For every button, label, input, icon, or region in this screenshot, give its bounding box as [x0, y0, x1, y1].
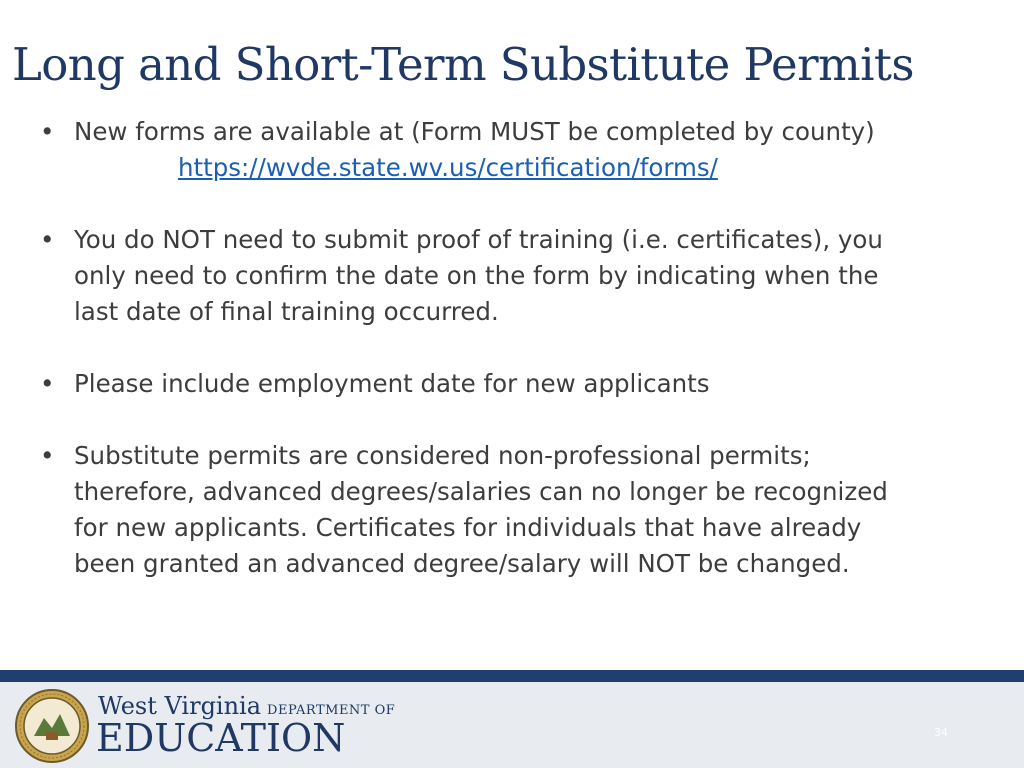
state-seal-icon: [12, 688, 92, 764]
bullet-text: only need to confirm the date on the form by indicating when the: [74, 261, 879, 290]
footer: [0, 682, 1024, 768]
bullet-item-permits: [40, 438, 1000, 582]
bullet-text: New forms are available at (Form MUST be completed by county): [74, 117, 875, 146]
bullet-icon: •: [40, 369, 55, 398]
bullet-item-employment: [40, 366, 1000, 402]
bullet-text: Substitute permits are considered non-professional permits;: [74, 441, 811, 470]
bullet-list: [40, 114, 1000, 582]
bullet-item-training: [40, 222, 1000, 330]
bullet-icon: •: [40, 441, 55, 470]
bullet-text: therefore, advanced degrees/salaries can no longer be recognized: [74, 477, 888, 506]
page-title: Long and Short-Term Substitute Permits: [12, 38, 914, 91]
org-name-line2: EDUCATION: [96, 716, 346, 760]
bullet-text: for new applicants. Certificates for individuals that have already: [74, 513, 862, 542]
org-name-line1: West Virginia DEPARTMENT OF: [98, 692, 396, 720]
bullet-item-forms: [40, 114, 1000, 186]
bullet-text: last date of final training occurred.: [74, 297, 499, 326]
forms-link[interactable]: https://wvde.state.wv.us/certification/forms/: [178, 153, 718, 182]
bullet-text: Please include employment date for new applicants: [74, 369, 710, 398]
footer-divider: [0, 670, 1024, 682]
bullet-icon: •: [40, 225, 55, 254]
page-number: 34: [934, 726, 948, 739]
bullet-text: been granted an advanced degree/salary will NOT be changed.: [74, 549, 850, 578]
bullet-text: You do NOT need to submit proof of training (i.e. certificates), you: [74, 225, 883, 254]
bullet-icon: •: [40, 117, 55, 146]
